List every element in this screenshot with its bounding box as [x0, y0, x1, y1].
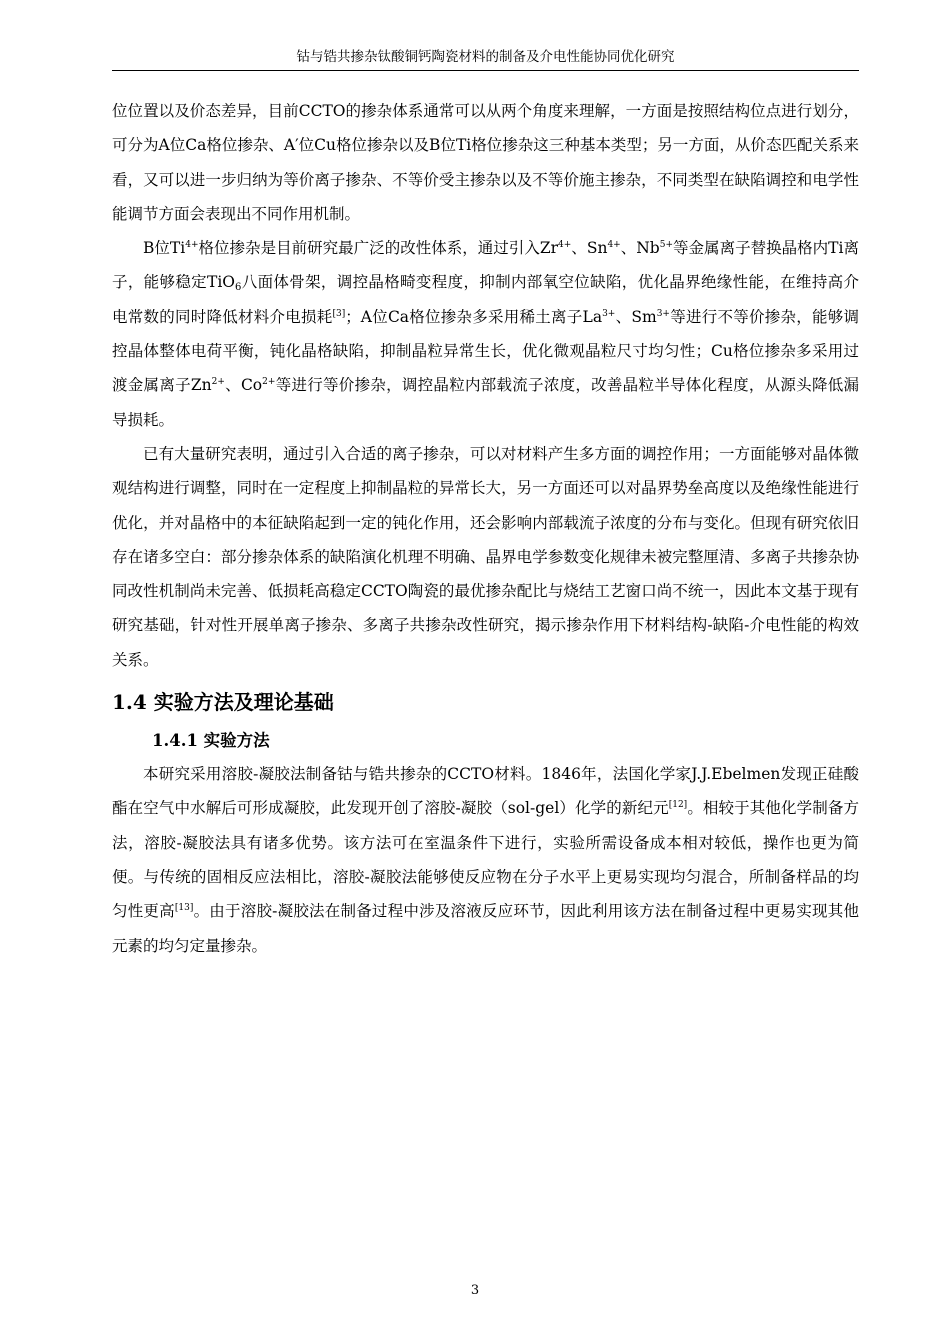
paragraph-sol-gel-method: 本研究采用溶胶-凝胶法制备钴与锆共掺杂的CCTO材料。1846年，法国化学家J.J.Ebelmen发现正硅酸酯在空气中水解后可形成凝胶，此发现开创了溶胶-凝胶（sol-gel）化学的新纪元[12]。相较于其他化学制备方法，溶胶-凝胶法具有诸多优势。该方法可在室温条件下进行，实验所需设备成本相对较低，操作也更为简便。与传统的固相反应法相比，溶胶-凝胶法能够使反应物在分子水平上更易实现均匀混合，所制备样品的均匀性更高[13]。由于溶胶-凝胶法在制备过程中涉及溶液反应环节，因此利用该方法在制备过程中更易实现其他元素的均匀定量掺杂。 [112, 765, 859, 955]
running-header-title: 钴与锆共掺杂钛酸铜钙陶瓷材料的制备及介电性能协同优化研究 [296, 49, 675, 65]
paragraph-b-site-doping: B位$Ti^{4+}$格位掺杂是目前研究最广泛的改性体系，通过引入$Zr^{4+}$、$Sn^{4+}$、$Nb^{5+}$等金属离子替换晶格内Ti离子，能够稳定TiO$_6$八面体骨架，调控晶格畸变程度，抑制内部氧空位缺陷，优化晶界绝缘性能，在维持高介电常数的同时降低材料介电损耗[3]；A位Ca格位掺杂多采用稀土离子$La^{3+}$、$Sm^{3+}$等进行不等价掺杂，能够调控晶体整体电荷平衡，钝化晶格缺陷，抑制晶粒异常生长，优化微观晶粒尺寸均匀性；Cu格位掺杂多采用过渡金属离子$Zn^{2+}$、$Co^{2+}$等进行等价掺杂，调控晶粒内部载流子浓度，改善晶粒半导体化程度，从源头降低漏导损耗。 [112, 239, 859, 429]
paragraph-research-summary: 已有大量研究表明，通过引入合适的离子掺杂，可以对材料产生多方面的调控作用；一方面能够对晶体微观结构进行调整，同时在一定程度上抑制晶粒的异常长大，另一方面还可以对晶界势垒高度以及绝缘性能进行优化，并对晶格中的本征缺陷起到一定的钝化作用，还会影响内部载流子浓度的分布与变化。但现有研究依旧存在诸多空白：部分掺杂体系的缺陷演化机理不明确、晶界电学参数变化规律未被完整厘清、多离子共掺杂协同改性机制尚未完善、低损耗高稳定CCTO陶瓷的最优掺杂配比与烧结工艺窗口尚不统一，因此本文基于现有研究基础，针对性开展单离子掺杂、多离子共掺杂改性研究，揭示掺杂作用下材料结构-缺陷-介电性能的构效关系。 [112, 444, 859, 669]
citation-13: [13] [174, 903, 194, 914]
subsection-heading: 1.4.1 实验方法 [152, 731, 270, 751]
section-heading: 1.4 实验方法及理论基础 [112, 690, 334, 715]
page-body [112, 94, 859, 963]
page-number: 3 [470, 1283, 480, 1298]
citation-12: [12] [668, 800, 688, 811]
citation-3: [3] [332, 308, 346, 319]
running-header [112, 48, 859, 71]
paragraph-doping-classification: 位位置以及价态差异，目前CCTO的掺杂体系通常可以从两个角度来理解，一方面是按照结构位点进行划分，可分为A位Ca格位掺杂、A′位Cu格位掺杂以及B位Ti格位掺杂这三种基本类型；另一方面，从价态匹配关系来看，又可以进一步归纳为等价离子掺杂、不等价受主掺杂以及不等价施主掺杂，不同类型在缺陷调控和电学性能调节方面会表现出不同作用机制。 [112, 102, 859, 223]
